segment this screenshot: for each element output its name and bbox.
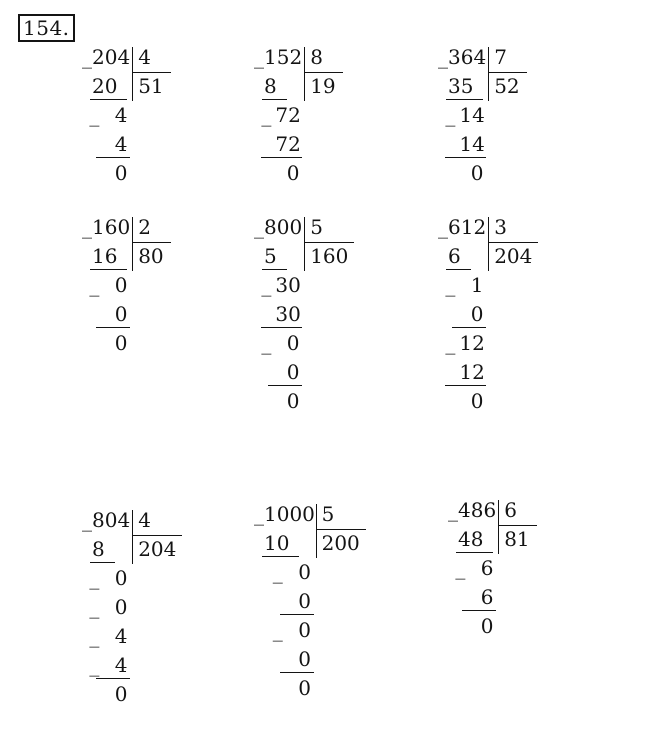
step-value: 35 — [448, 74, 474, 98]
step-value: 12 — [459, 331, 485, 355]
subtraction-line — [445, 157, 486, 158]
quotient: 204 — [494, 244, 533, 268]
step-value: 0 — [114, 331, 128, 355]
minus-sign: _ — [89, 273, 100, 297]
step-value: 20 — [92, 74, 118, 98]
step-value: 14 — [459, 103, 485, 127]
step-value: 10 — [264, 531, 290, 555]
minus-sign: _ — [89, 653, 100, 677]
subtraction-line — [462, 610, 496, 611]
long-division — [84, 215, 284, 455]
subtraction-line — [446, 99, 483, 100]
minus-sign: _ — [261, 331, 272, 355]
minus-sign: _ — [455, 556, 466, 580]
divisor: 3 — [494, 215, 507, 239]
minus-sign: _ — [261, 273, 272, 297]
quotient-line — [132, 72, 171, 73]
minus-sign: _ — [438, 45, 448, 69]
subtraction-line — [261, 157, 302, 158]
step-value: 0 — [114, 595, 128, 619]
dividend: 1000 — [264, 502, 315, 526]
quotient-line — [132, 242, 171, 243]
step-value: 0 — [298, 560, 311, 584]
step-value: 0 — [114, 682, 128, 706]
step-value: 72 — [275, 103, 301, 127]
subtraction-line — [452, 327, 486, 328]
minus-sign: _ — [445, 273, 456, 297]
dividend: 612 — [448, 215, 487, 239]
step-value: 0 — [480, 614, 494, 638]
subtraction-line — [96, 678, 130, 679]
quotient-line — [316, 529, 366, 530]
division-bar — [498, 500, 499, 554]
subtraction-line — [90, 99, 127, 100]
step-value: 6 — [480, 585, 494, 609]
step-value: 6 — [448, 244, 461, 268]
minus-sign: _ — [254, 502, 264, 526]
subtraction-line — [445, 385, 486, 386]
problem-number: 154. — [18, 14, 75, 42]
long-division — [256, 215, 456, 455]
step-value: 4 — [114, 132, 128, 156]
step-value: 0 — [298, 589, 311, 613]
step-value: 0 — [470, 389, 484, 413]
long-division — [440, 215, 640, 455]
minus-sign: _ — [445, 331, 456, 355]
quotient: 52 — [494, 74, 520, 98]
subtraction-line — [90, 562, 115, 563]
long-division — [254, 498, 458, 742]
quotient: 80 — [138, 244, 164, 268]
dividend: 204 — [92, 45, 131, 69]
subtraction-line — [96, 327, 130, 328]
minus-sign: _ — [448, 498, 458, 522]
step-value: 30 — [275, 302, 301, 326]
division-bar — [304, 47, 305, 101]
step-value: 5 — [264, 244, 277, 268]
minus-sign: _ — [82, 215, 92, 239]
quotient-line — [304, 242, 354, 243]
long-division — [84, 508, 284, 748]
step-value: 0 — [470, 161, 484, 185]
step-value: 6 — [480, 556, 494, 580]
divisor: 2 — [138, 215, 151, 239]
step-value: 16 — [92, 244, 118, 268]
quotient: 204 — [138, 537, 177, 561]
step-value: 4 — [114, 624, 128, 648]
step-value: 4 — [114, 653, 128, 677]
division-bar — [132, 217, 133, 271]
subtraction-line — [262, 99, 287, 100]
division-bar — [304, 217, 305, 271]
division-bar — [132, 510, 133, 564]
step-value: 48 — [458, 527, 484, 551]
minus-sign: _ — [254, 215, 264, 239]
divisor: 8 — [310, 45, 323, 69]
minus-sign: _ — [261, 103, 272, 127]
step-value: 0 — [286, 389, 300, 413]
step-value: 12 — [459, 360, 485, 384]
subtraction-line — [456, 552, 493, 553]
step-value: 0 — [286, 161, 300, 185]
step-value: 8 — [264, 74, 277, 98]
step-value: 0 — [298, 676, 311, 700]
step-value: 0 — [470, 302, 484, 326]
dividend: 804 — [92, 508, 131, 532]
quotient: 81 — [504, 527, 530, 551]
quotient-line — [304, 72, 343, 73]
quotient: 19 — [310, 74, 336, 98]
subtraction-line — [268, 385, 302, 386]
subtraction-line — [280, 672, 314, 673]
quotient-line — [498, 525, 537, 526]
quotient-line — [132, 535, 182, 536]
step-value: 0 — [298, 647, 311, 671]
quotient: 160 — [310, 244, 349, 268]
step-value: 0 — [298, 618, 311, 642]
minus-sign: _ — [89, 595, 100, 619]
divisor: 4 — [138, 45, 151, 69]
step-value: 72 — [275, 132, 301, 156]
step-value: 30 — [275, 273, 301, 297]
subtraction-line — [446, 269, 471, 270]
minus-sign: _ — [89, 566, 100, 590]
step-value: 4 — [114, 103, 128, 127]
dividend: 364 — [448, 45, 487, 69]
quotient-line — [488, 242, 538, 243]
subtraction-line — [261, 327, 302, 328]
step-value: 0 — [114, 273, 128, 297]
dividend: 160 — [92, 215, 131, 239]
division-bar — [488, 217, 489, 271]
divisor: 5 — [321, 502, 335, 526]
divisor: 5 — [310, 215, 323, 239]
quotient: 200 — [321, 531, 360, 555]
step-value: 0 — [286, 331, 300, 355]
minus-sign: _ — [272, 618, 283, 642]
step-value: 1 — [470, 273, 484, 297]
minus-sign: _ — [445, 103, 456, 127]
quotient: 51 — [138, 74, 164, 98]
minus-sign: _ — [254, 45, 264, 69]
step-value: 0 — [114, 161, 128, 185]
dividend: 486 — [458, 498, 497, 522]
division-bar — [488, 47, 489, 101]
minus-sign: _ — [89, 624, 100, 648]
step-value: 0 — [114, 302, 128, 326]
minus-sign: _ — [82, 45, 92, 69]
long-division — [450, 498, 646, 738]
divisor: 7 — [494, 45, 507, 69]
subtraction-line — [96, 157, 130, 158]
minus-sign: _ — [272, 560, 283, 584]
minus-sign: _ — [82, 508, 92, 532]
subtraction-line — [90, 269, 127, 270]
subtraction-line — [262, 269, 287, 270]
step-value: 0 — [286, 360, 300, 384]
minus-sign: _ — [89, 103, 100, 127]
divisor: 4 — [138, 508, 151, 532]
subtraction-line — [280, 614, 314, 615]
division-bar — [316, 504, 317, 558]
dividend: 800 — [264, 215, 303, 239]
minus-sign: _ — [438, 215, 448, 239]
dividend: 152 — [264, 45, 303, 69]
step-value: 0 — [114, 566, 128, 590]
step-value: 14 — [459, 132, 485, 156]
division-bar — [132, 47, 133, 101]
subtraction-line — [262, 556, 299, 557]
quotient-line — [488, 72, 527, 73]
step-value: 8 — [92, 537, 105, 561]
divisor: 6 — [504, 498, 517, 522]
